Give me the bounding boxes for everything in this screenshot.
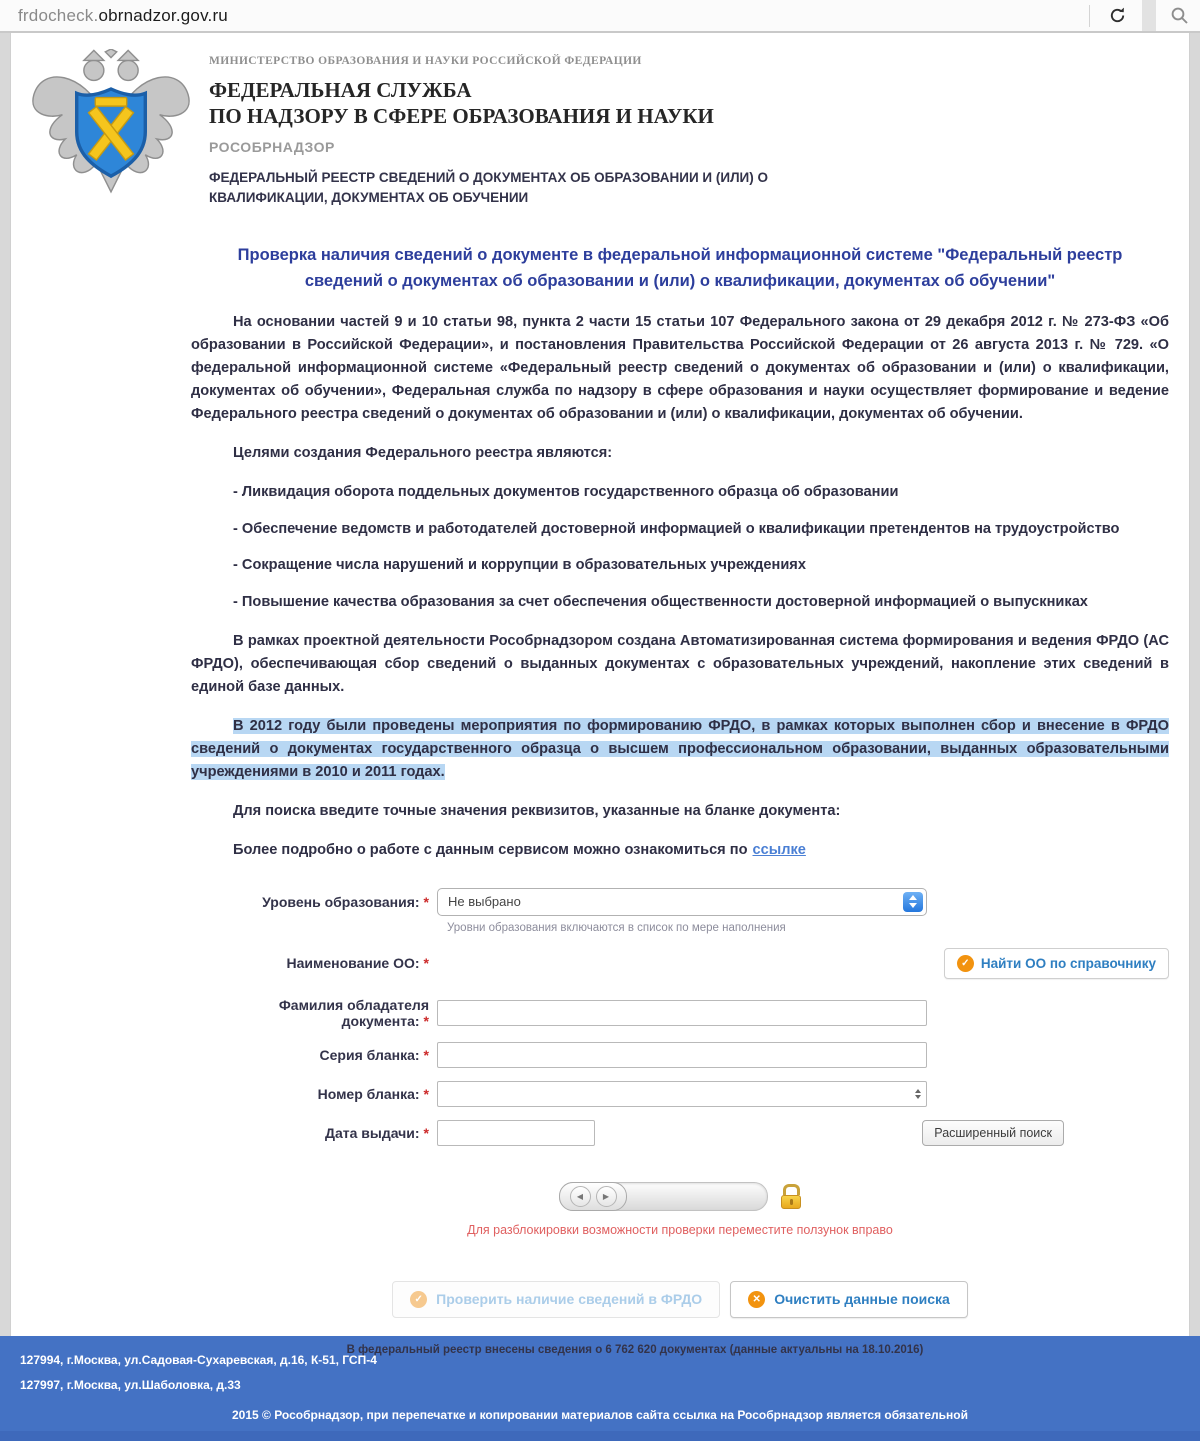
required-marker: * [423,1012,429,1029]
find-oo-button[interactable]: ✓ Найти ОО по справочнику [944,948,1169,979]
site-header [11,49,1189,208]
more-info-text: Более подробно о работе с данным сервисом можно ознакомиться по [233,841,748,858]
required-marker: * [423,955,429,972]
required-marker: * [423,1046,429,1063]
unlock-slider-track[interactable] [559,1182,768,1211]
number-label: Номер бланка: * [317,1085,429,1102]
issue-date-input[interactable] [437,1120,595,1146]
intro-paragraph: На основании частей 9 и 10 статьи 98, пункта 2 части 15 статьи 107 Федерального закона от 29 декабря 2012 г. № 273-ФЗ «Об образовании в Российской Федерации», и постановления Правительства Российской Федерации от 26 августа 2013 г. № 729. «О федеральной информационной системе «Федеральный реестр сведений о документах об образовании и (или) о квалификации, документах об обучении», Федеральная служба по надзору в сфере образования и науки осуществляет формирование и ведение Федерального реестра сведений о документах об образовании и (или) о квалификации, документах об обучении. [191,313,1169,422]
series-input[interactable] [437,1042,927,1068]
goals-heading: Целями создания Федерального реестра являются: [233,445,613,462]
education-level-select[interactable] [437,888,927,916]
highlighted-paragraph [191,715,1169,784]
footer-address-2: 127997, г.Москва, ул.Шаболовка, д.33 [20,1378,241,1392]
issue-date-label: Дата выдачи: * [324,1124,429,1141]
search-form [191,888,1169,1356]
slider-hint: Для разблокировки возможности проверки переместите ползунок вправо [467,1222,893,1237]
more-info-line [191,839,1169,862]
goal-item: - Повышение качества образования за счет обеспечения общественности достоверной информацией о выпускниках [233,593,1088,610]
address-bar[interactable] [0,6,228,26]
search-instruction: Для поиска введите точные значения реквизитов, указанные на бланке документа: [233,802,841,819]
action-buttons [191,1281,1169,1318]
registry-info-line: В федеральный реестр внесены сведения о 6 762 620 документах (данные актуальны на 18.10.2016) [346,1343,924,1356]
check-frdo-button[interactable]: ✓ Проверить наличие сведений в ФРДО [392,1281,720,1318]
advanced-search-button[interactable]: Расширенный поиск [922,1120,1064,1146]
toolbar-separator [1142,0,1156,31]
goal-item: - Сокращение числа нарушений и коррупции в образовательных учреждениях [233,557,806,574]
unlock-slider-handle[interactable] [559,1182,627,1211]
browser-bar [0,0,1200,33]
surname-label: Фамилия обладателя документа: * [278,996,429,1029]
url-subdomain: frdocheck. [18,5,99,25]
selection-highlight: В 2012 году были проведены мероприятия по формированию ФРДО, в рамках которых выполнен сбор и внесение в ФРДО сведений о документах государственного образца о высшем профессиональном образовании, выданных образовательными учреждениями в 2010 и 2011 годах. [191,717,1169,780]
slider-left-arrow-icon[interactable]: ◀ [570,1186,591,1207]
required-marker: * [423,1124,429,1141]
search-icon[interactable] [1166,3,1192,29]
surname-input[interactable] [437,1000,927,1026]
close-icon: ✕ [748,1291,765,1308]
details-link[interactable]: ссылке [752,841,806,858]
clear-search-button[interactable]: ✕ Очистить данные поиска [730,1281,968,1318]
footer-address-1: 127994, г.Москва, ул.Садовая-Сухаревская, д.16, К-51, ГСП-4 [20,1353,377,1367]
education-level-label: Уровень образования: * [262,893,429,910]
education-level-hint: Уровни образования включаются в список по мере наполнения [447,921,786,934]
ministry-line: МИНИСТЕРСТВО ОБРАЗОВАНИЯ И НАУКИ РОССИЙСКОЙ ФЕДЕРАЦИИ [209,55,642,67]
goal-item: - Обеспечение ведомств и работодателей достоверной информацией о квалификации претендентов на трудоустройство [233,520,1120,537]
text-block [191,242,1169,862]
service-name-line1: ФЕДЕРАЛЬНАЯ СЛУЖБА [209,78,472,102]
series-label: Серия бланка: * [319,1046,429,1063]
unlock-slider-row [191,1182,1169,1211]
number-input[interactable] [437,1081,927,1107]
url-domain: obrnadzor.gov.ru [98,5,228,25]
page-content [10,33,1190,1356]
check-icon: ✓ [957,955,974,972]
select-stepper-icon[interactable] [903,892,923,912]
goal-item: - Ликвидация оборота поддельных документов государственного образца об образовании [233,484,899,501]
check-icon: ✓ [410,1291,427,1308]
required-marker: * [423,1085,429,1102]
education-level-value: Не выбрано [448,894,521,910]
page-title: Проверка наличия сведений о документе в федеральной информационной системе "Федеральный реестр сведений о документах об образовании и (или) о квалификации, документах об обучении" [237,246,1123,291]
rosobrnadzor-emblem-icon [25,49,197,199]
lock-icon [781,1184,801,1209]
toolbar-divider [1089,5,1090,27]
service-short-name: РОСОБРНАДЗОР [209,138,335,155]
registry-name: ФЕДЕРАЛЬНЫЙ РЕЕСТР СВЕДЕНИЙ О ДОКУМЕНТАХ ОБ ОБРАЗОВАНИИ И (ИЛИ) О КВАЛИФИКАЦИИ, ДОКУМЕНТАХ ОБ ОБУЧЕНИИ [209,169,768,205]
frdo-paragraph: В рамках проектной деятельности Рособрнадзором создана Автоматизированная система формирования и ведения ФРДО (АС ФРДО), обеспечивающая сбор сведений о выданных документах с образовательных учреждений, накопление этих сведений в единой базе данных. [191,632,1169,695]
reload-icon[interactable] [1104,3,1130,29]
oo-name-label: Наименование ОО: * [286,955,429,972]
required-marker: * [423,893,429,910]
slider-right-arrow-icon[interactable]: ▶ [596,1186,617,1207]
footer-copyright: 2015 © Рособрнадзор, при перепечатке и копировании материалов сайта ссылка на Рособрнадзор является обязательной [232,1408,968,1422]
number-spinner-icon[interactable] [915,1089,921,1099]
service-name-line2: ПО НАДЗОРУ В СФЕРЕ ОБРАЗОВАНИЯ И НАУКИ [209,104,714,129]
